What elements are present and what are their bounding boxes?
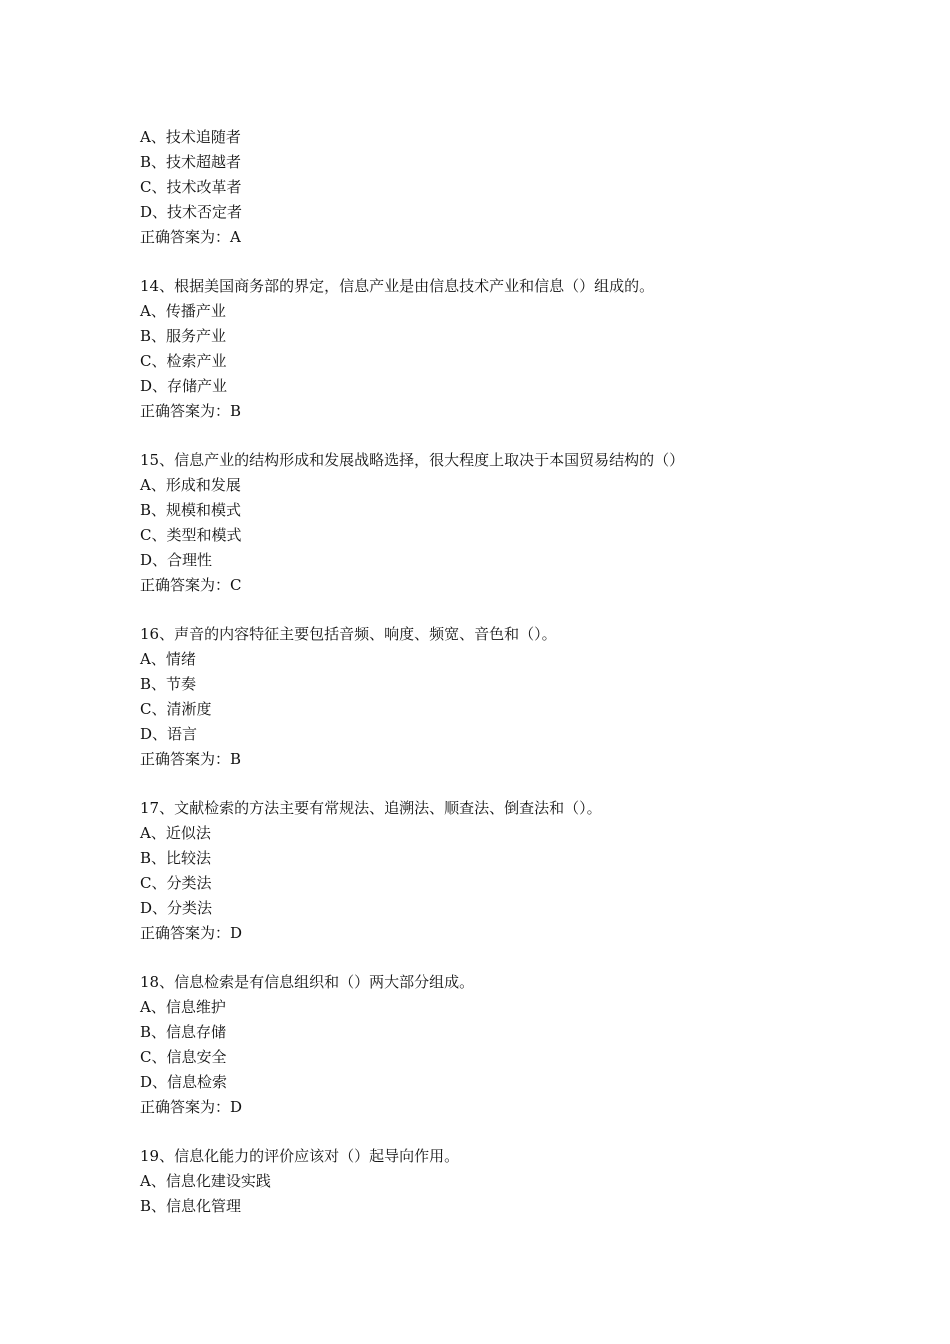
answer-line: 正确答案为：B — [140, 750, 242, 768]
answer-line: 正确答案为：A — [140, 228, 241, 246]
option-a: A、信息维护 — [140, 998, 226, 1016]
question-stem: 16、声音的内容特征主要包括音频、响度、频宽、音色和（）。 — [140, 625, 557, 643]
question-stem: 17、文献检索的方法主要有常规法、追溯法、顺查法、倒查法和（）。 — [140, 799, 602, 817]
option-d: D、技术否定者 — [140, 203, 243, 221]
option-a: A、信息化建设实践 — [140, 1172, 271, 1190]
option-d: D、合理性 — [140, 551, 213, 569]
spacer — [140, 598, 900, 622]
spacer — [140, 1120, 900, 1144]
option-c: C、清淅度 — [140, 700, 212, 718]
option-a: A、近似法 — [140, 824, 211, 842]
option-b: B、比较法 — [140, 849, 212, 867]
question-15-block — [140, 448, 900, 598]
option-a: A、技术追随者 — [140, 128, 241, 146]
option-a: A、传播产业 — [140, 302, 226, 320]
option-c: C、技术改革者 — [140, 178, 242, 196]
spacer — [140, 772, 900, 796]
question-stem: 15、信息产业的结构形成和发展战略选择，很大程度上取决于本国贸易结构的（） — [140, 451, 685, 469]
option-b: B、信息化管理 — [140, 1197, 242, 1215]
option-c: C、分类法 — [140, 874, 212, 892]
question-stem: 19、信息化能力的评价应该对（）起导向作用。 — [140, 1147, 460, 1165]
question-14-block — [140, 274, 900, 424]
option-d: D、分类法 — [140, 899, 213, 917]
question-19-block — [140, 1144, 900, 1219]
document-page — [140, 125, 900, 1219]
answer-line: 正确答案为：C — [140, 576, 242, 594]
option-c: C、信息安全 — [140, 1048, 227, 1066]
option-b: B、规模和模式 — [140, 501, 242, 519]
question-13-block — [140, 125, 900, 250]
spacer — [140, 250, 900, 274]
spacer — [140, 424, 900, 448]
option-b: B、信息存储 — [140, 1023, 227, 1041]
question-stem: 18、信息检索是有信息组织和（）两大部分组成。 — [140, 973, 475, 991]
answer-line: 正确答案为：D — [140, 1098, 243, 1116]
option-d: D、信息检索 — [140, 1073, 228, 1091]
question-16-block — [140, 622, 900, 772]
question-18-block — [140, 970, 900, 1120]
option-c: C、检索产业 — [140, 352, 227, 370]
option-c: C、类型和模式 — [140, 526, 242, 544]
question-stem: 14、根据美国商务部的界定，信息产业是由信息技术产业和信息（）组成的。 — [140, 277, 655, 295]
answer-line: 正确答案为：B — [140, 402, 242, 420]
option-b: B、节奏 — [140, 675, 197, 693]
option-a: A、形成和发展 — [140, 476, 241, 494]
option-b: B、技术超越者 — [140, 153, 242, 171]
option-b: B、服务产业 — [140, 327, 227, 345]
option-d: D、存储产业 — [140, 377, 228, 395]
option-a: A、情绪 — [140, 650, 196, 668]
option-d: D、语言 — [140, 725, 198, 743]
spacer — [140, 946, 900, 970]
answer-line: 正确答案为：D — [140, 924, 243, 942]
question-17-block — [140, 796, 900, 946]
